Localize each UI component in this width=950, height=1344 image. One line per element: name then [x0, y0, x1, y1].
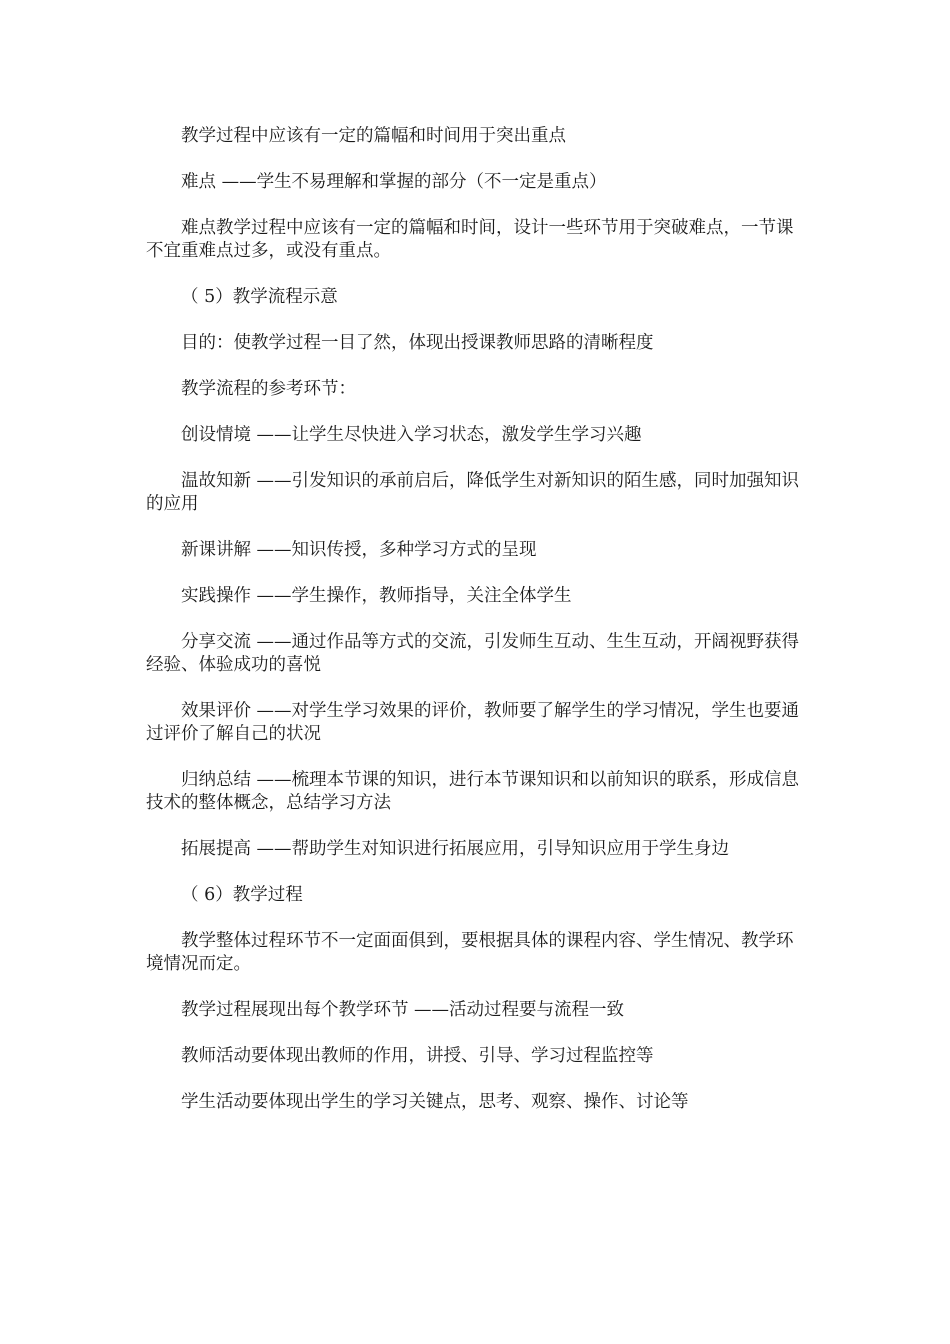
section-heading-flow-diagram: （ 5）教学流程示意 [181, 287, 338, 307]
list-item-summary: 归纳总结 ——梳理本节课的知识，进行本节课知识和以前知识的联系，形成信息技术的整体概念，总结学习方法 [146, 770, 800, 813]
list-item-sharing: 分享交流 ——通过作品等方式的交流，引发师生互动、生生互动，开阔视野获得经验、体验成功的喜悦 [146, 632, 800, 675]
list-item-extension: 拓展提高 ——帮助学生对知识进行拓展应用，引导知识应用于学生身边 [181, 839, 730, 859]
list-item-practice: 实践操作 ——学生操作，教师指导，关注全体学生 [181, 586, 572, 606]
paragraph-process-overview: 教学整体过程环节不一定面面俱到，要根据具体的课程内容、学生情况、教学环境情况而定。 [146, 931, 794, 974]
list-item-review: 温故知新 ——引发知识的承前启后，降低学生对新知识的陌生感，同时加强知识的应用 [146, 471, 800, 514]
list-item-create-situation: 创设情境 ——让学生尽快进入学习状态，激发学生学习兴趣 [181, 425, 642, 445]
list-item-evaluation: 效果评价 ——对学生学习效果的评价，教师要了解学生的学习情况，学生也要通过评价了解自己的状况 [146, 701, 800, 744]
paragraph-teacher-activity: 教师活动要体现出教师的作用，讲授、引导、学习过程监控等 [181, 1046, 654, 1066]
list-item-new-lesson: 新课讲解 ——知识传授，多种学习方式的呈现 [181, 540, 537, 560]
section-heading-teaching-process: （ 6）教学过程 [181, 885, 303, 905]
paragraph-purpose: 目的：使教学过程一目了然，体现出授课教师思路的清晰程度 [181, 333, 654, 353]
paragraph-process-steps: 教学过程展现出每个教学环节 ——活动过程要与流程一致 [181, 1000, 625, 1020]
paragraph-reference-steps: 教学流程的参考环节： [181, 379, 356, 399]
paragraph-difficult-points-teaching: 难点教学过程中应该有一定的篇幅和时间，设计一些环节用于突破难点，一节课不宜重难点过多，或没有重点。 [146, 218, 794, 261]
document-body [146, 125, 810, 1137]
paragraph-difficult-points-definition: 难点 ——学生不易理解和掌握的部分（不一定是重点） [181, 172, 607, 192]
paragraph-highlight-key-points: 教学过程中应该有一定的篇幅和时间用于突出重点 [181, 126, 566, 146]
paragraph-student-activity: 学生活动要体现出学生的学习关键点，思考、观察、操作、讨论等 [181, 1092, 689, 1112]
